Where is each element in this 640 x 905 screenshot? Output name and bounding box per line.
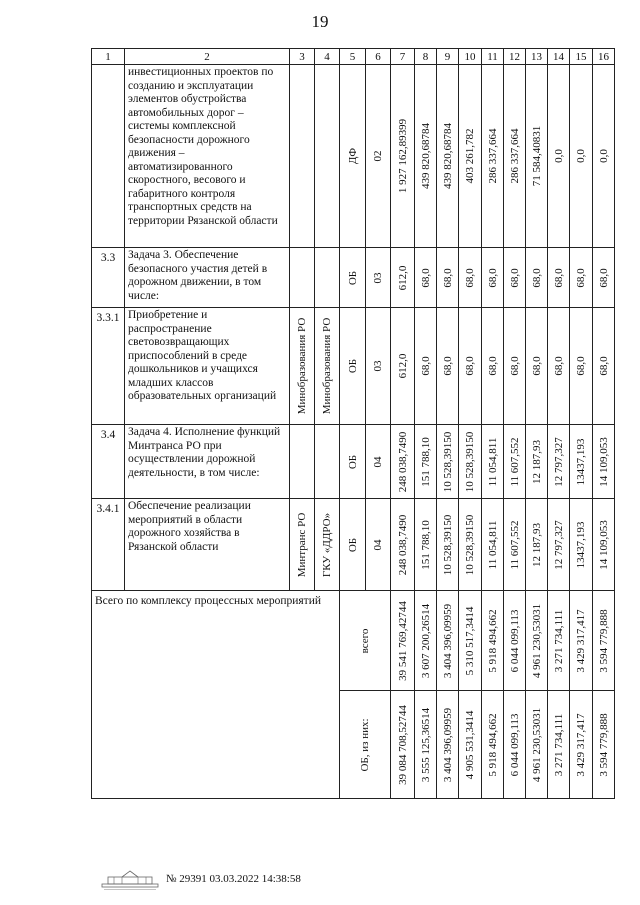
value-cell: 151 788,10 (415, 425, 437, 499)
column-header: 8 (415, 49, 437, 65)
total-row (92, 591, 615, 691)
value-cell: 13437,193 (570, 425, 593, 499)
value-cell: 439 820,68784 (415, 65, 437, 248)
value-cell: 0,0 (570, 65, 593, 248)
value-cell: 0,0 (548, 65, 570, 248)
value-cell: 1 927 162,89399 (391, 65, 415, 248)
co-executor: Минобразования РО (315, 308, 340, 425)
value-cell: 3 404 396,09959 (437, 591, 459, 691)
funding-source: ОБ (340, 425, 366, 499)
table-row (92, 248, 615, 308)
table-row (92, 65, 615, 248)
value-cell: 12 187,93 (526, 425, 548, 499)
value-cell: 68,0 (548, 308, 570, 425)
value-cell: 10 528,39150 (437, 425, 459, 499)
total-label: Всего по комплексу процессных мероприятий (92, 591, 340, 799)
value-cell: 612,0 (391, 248, 415, 308)
value-cell: 286 337,664 (504, 65, 526, 248)
value-cell: 248 038,7490 (391, 499, 415, 591)
value-cell: 6 044 099,113 (504, 691, 526, 799)
value-cell: 3 271 734,111 (548, 591, 570, 691)
row-description: Обеспечение реализации мероприятий в области дорожного хозяйства в Рязанской области (125, 499, 290, 591)
funding-code: 04 (366, 499, 391, 591)
funding-code: 03 (366, 248, 391, 308)
column-header: 15 (570, 49, 593, 65)
value-cell: 68,0 (482, 248, 504, 308)
value-cell: 286 337,664 (482, 65, 504, 248)
value-cell: 5 310 517,3414 (459, 591, 482, 691)
value-cell: 14 109,053 (593, 499, 615, 591)
document-footer (100, 869, 360, 891)
responsible-executor (290, 65, 315, 248)
value-cell: 68,0 (593, 248, 615, 308)
value-cell: 3 607 200,26514 (415, 591, 437, 691)
column-header: 7 (391, 49, 415, 65)
value-cell: 12 187,93 (526, 499, 548, 591)
value-cell: 10 528,39150 (437, 499, 459, 591)
value-cell: 6 044 099,113 (504, 591, 526, 691)
row-number: 3.4 (92, 425, 125, 499)
row-description: Задача 4. Исполнение функций Минтранса РО при осуществлении дорожной деятельности, в том числе: (125, 425, 290, 499)
column-header: 6 (366, 49, 391, 65)
responsible-executor (290, 248, 315, 308)
value-cell: 68,0 (504, 248, 526, 308)
value-cell: 68,0 (526, 248, 548, 308)
value-cell: 4 961 230,53031 (526, 591, 548, 691)
column-header: 1 (92, 49, 125, 65)
registry-seal-icon (100, 869, 160, 891)
value-cell: 612,0 (391, 308, 415, 425)
value-cell: 68,0 (415, 248, 437, 308)
co-executor (315, 425, 340, 499)
value-cell: 10 528,39150 (459, 499, 482, 591)
table-row (92, 425, 615, 499)
column-header: 11 (482, 49, 504, 65)
value-cell: 5 918 494,662 (482, 591, 504, 691)
funding-code: 03 (366, 308, 391, 425)
row-number: 3.3.1 (92, 308, 125, 425)
registration-stamp: № 29391 03.03.2022 14:38:58 (166, 873, 301, 885)
value-cell: 3 429 317,417 (570, 591, 593, 691)
column-header: 13 (526, 49, 548, 65)
responsible-executor: Минтранс РО (290, 499, 315, 591)
value-cell: 3 594 779,888 (593, 691, 615, 799)
table-row (92, 499, 615, 591)
column-header: 9 (437, 49, 459, 65)
table-row (92, 308, 615, 425)
value-cell: 14 109,053 (593, 425, 615, 499)
column-header: 12 (504, 49, 526, 65)
value-cell: 3 594 779,888 (593, 591, 615, 691)
value-cell: 68,0 (570, 248, 593, 308)
column-header: 2 (125, 49, 290, 65)
row-description: инвестиционных проектов по созданию и эксплуатации элементов обустройства автомобильных дорог – системы комплексной безопасности дорожного движения – автоматизированного скоростного, весового и габаритного контроля транспортных средств на территории Рязанской области (125, 65, 290, 248)
funding-source: ОБ (340, 308, 366, 425)
value-cell: 68,0 (459, 308, 482, 425)
responsible-executor: Минобразования РО (290, 308, 315, 425)
value-cell: 12 797,327 (548, 425, 570, 499)
value-cell: 68,0 (548, 248, 570, 308)
column-header: 4 (315, 49, 340, 65)
value-cell: 68,0 (459, 248, 482, 308)
value-cell: 11 607,552 (504, 425, 526, 499)
value-cell: 151 788,10 (415, 499, 437, 591)
responsible-executor (290, 425, 315, 499)
column-header: 10 (459, 49, 482, 65)
funding-source: ОБ (340, 499, 366, 591)
column-header: 3 (290, 49, 315, 65)
value-cell: 3 555 125,36514 (415, 691, 437, 799)
value-cell: 11 054,811 (482, 425, 504, 499)
column-header: 14 (548, 49, 570, 65)
co-executor (315, 65, 340, 248)
total-label-all: всего (340, 591, 391, 691)
value-cell: 39 541 769,42744 (391, 591, 415, 691)
co-executor: ГКУ «ДДРО» (315, 499, 340, 591)
value-cell: 5 918 494,662 (482, 691, 504, 799)
row-description: Задача 3. Обеспечение безопасного участия детей в дорожном движении, в том числе: (125, 248, 290, 308)
row-description: Приобретение и распространение световозвращающих приспособлений в среде дошкольников и учащихся младших классов образовательных организаций (125, 308, 290, 425)
row-number: 3.3 (92, 248, 125, 308)
funding-source: ДФ (340, 65, 366, 248)
column-header: 5 (340, 49, 366, 65)
value-cell: 68,0 (570, 308, 593, 425)
column-number-row (92, 49, 615, 65)
value-cell: 39 084 708,52744 (391, 691, 415, 799)
value-cell: 68,0 (482, 308, 504, 425)
value-cell: 13437,193 (570, 499, 593, 591)
value-cell: 68,0 (526, 308, 548, 425)
row-number: 3.4.1 (92, 499, 125, 591)
funding-code: 04 (366, 425, 391, 499)
value-cell: 11 054,811 (482, 499, 504, 591)
value-cell: 71 584,40831 (526, 65, 548, 248)
value-cell: 248 038,7490 (391, 425, 415, 499)
value-cell: 3 271 734,111 (548, 691, 570, 799)
value-cell: 403 261,782 (459, 65, 482, 248)
value-cell: 12 797,327 (548, 499, 570, 591)
program-table (91, 48, 615, 799)
value-cell: 10 528,39150 (459, 425, 482, 499)
value-cell: 4 905 531,3414 (459, 691, 482, 799)
value-cell: 11 607,552 (504, 499, 526, 591)
value-cell: 68,0 (415, 308, 437, 425)
total-label-ob: ОБ, из них: (340, 691, 391, 799)
co-executor (315, 248, 340, 308)
funding-code: 02 (366, 65, 391, 248)
row-number (92, 65, 125, 248)
value-cell: 3 404 396,09959 (437, 691, 459, 799)
funding-source: ОБ (340, 248, 366, 308)
value-cell: 68,0 (437, 308, 459, 425)
value-cell: 68,0 (504, 308, 526, 425)
value-cell: 0,0 (593, 65, 615, 248)
value-cell: 68,0 (593, 308, 615, 425)
value-cell: 68,0 (437, 248, 459, 308)
value-cell: 4 961 230,53031 (526, 691, 548, 799)
page-number: 19 (311, 12, 329, 31)
column-header: 16 (593, 49, 615, 65)
value-cell: 3 429 317,417 (570, 691, 593, 799)
value-cell: 439 820,68784 (437, 65, 459, 248)
